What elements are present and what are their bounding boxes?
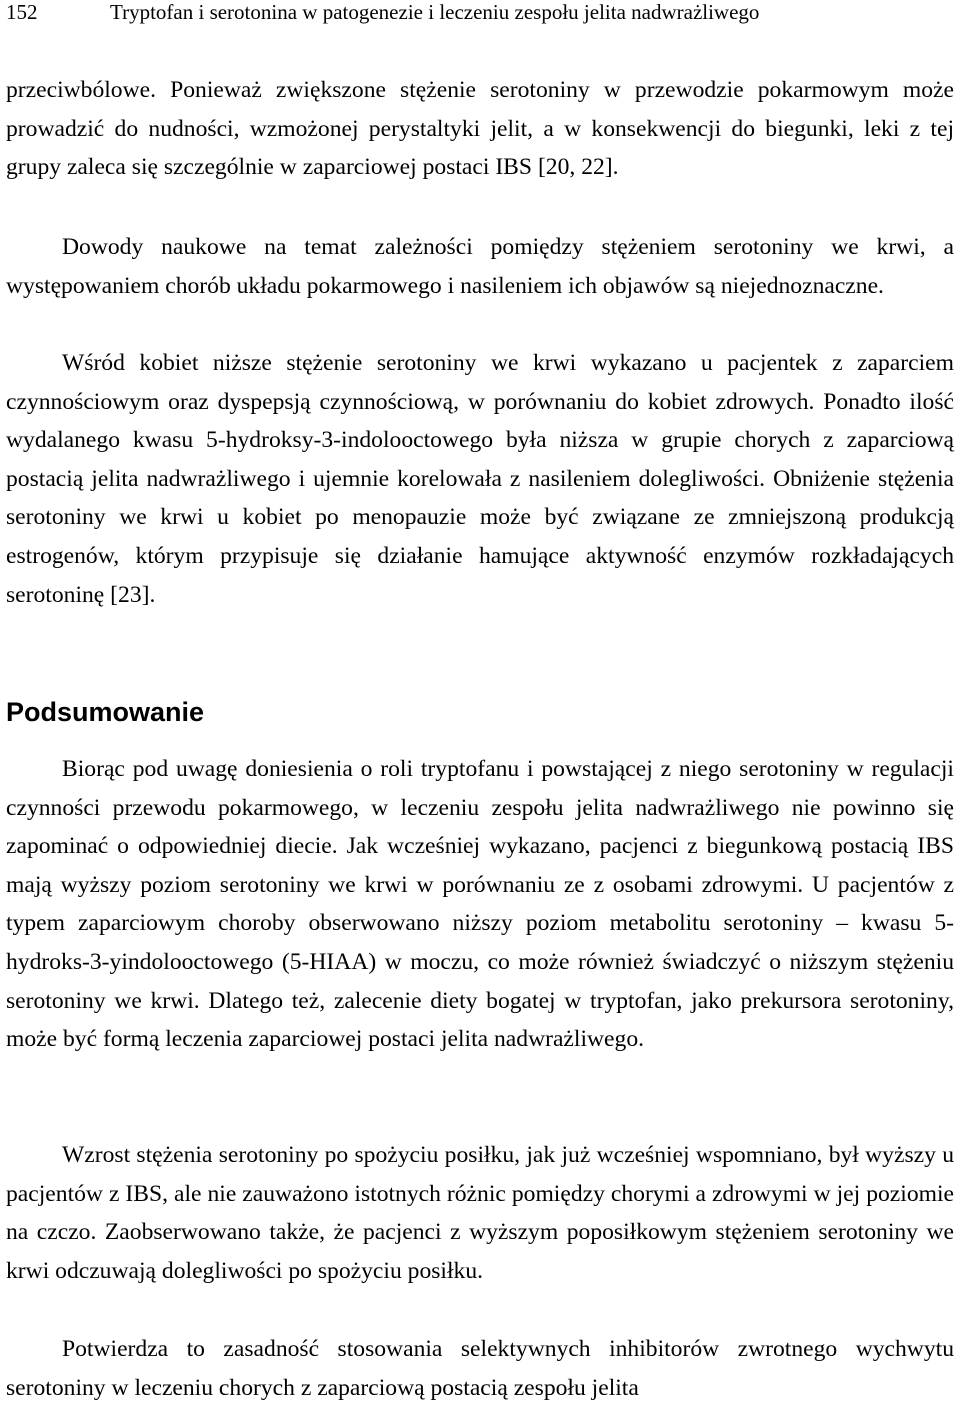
paragraph-summary-3: Potwierdza to zasadność stosowania selektywnych inhibitorów zwrotnego wychwytu serotoniny w leczeniu chorych z zaparciową postacią zespołu jelita	[6, 1336, 954, 1401]
paragraph-evidence: Dowody naukowe na temat zależności pomiędzy stężeniem serotoniny we krwi, a występowaniem chorób układu pokarmowego i nasileniem ich objawów są niejednoznaczne.	[6, 234, 954, 299]
paragraph-women-findings: Wśród kobiet niższe stężenie serotoniny we krwi wykazano u pacjentek z zaparciem czynnościowym oraz dyspepsją czynnościową, w porównaniu do kobiet zdrowych. Ponadto ilość wydalanego kwasu 5-hydroksy-3-indolooctowego była niższa w grupie chorych z zaparciową postacią jelita nadwrażliwego i ujemnie korelowała z nasileniem dolegliwości. Obniżenie stężenia serotoniny we krwi u kobiet po menopauzie może być związane ze zmniejszoną produkcją estrogenów, którym przypisuje się działanie hamujące aktywność enzymów rozkładających serotoninę [23].	[6, 350, 954, 608]
paragraph-continuation: przeciwbólowe. Ponieważ zwiększone stężenie serotoniny w przewodzie pokarmowym może prowadzić do nudności, wzmożonej perystaltyki jelit, a w konsekwencji do biegunki, leki z tej grupy zaleca się szczególnie w zaparciowej postaci IBS [20, 22].	[6, 77, 954, 181]
paragraph-summary-1: Biorąc pod uwagę doniesienia o roli tryptofanu i powstającej z niego serotoniny w regulacji czynności przewodu pokarmowego, w leczeniu zespołu jelita nadwrażliwego nie powinno się zapominać o odpowiedniej diecie. Jak wcześniej wykazano, pacjenci z biegunkową postacią IBS mają wyższy poziom serotoniny we krwi w porównaniu ze z osobami zdrowymi. U pacjentów z typem zaparciowym choroby obserwowano niższy poziom metabolitu serotoniny – kwasu 5-hydroks-3-yindolooctowego (5-HIAA) w moczu, co może również świadczyć o niższym stężeniu serotoniny we krwi. Dlatego też, zalecenie diety bogatej w tryptofan, jako prekursora serotoniny, może być formą leczenia zaparciowej postaci jelita nadwrażliwego.	[6, 756, 954, 1053]
running-title: Tryptofan i serotonina w patogenezie i leczeniu zespołu jelita nadwrażliwego	[110, 0, 760, 24]
running-header	[6, 0, 954, 28]
paragraph-summary-2: Wzrost stężenia serotoniny po spożyciu posiłku, jak już wcześniej wspomniano, był wyższy u pacjentów z IBS, ale nie zauważono istotnych różnic pomiędzy chorymi a zdrowymi w jej poziomie na czczo. Zaobserwowano także, że pacjenci z wyższym poposiłkowym stężeniem serotoniny we krwi odczuwają dolegliwości po spożyciu posiłku.	[6, 1142, 954, 1284]
page-number: 152	[6, 0, 38, 24]
section-heading: Podsumowanie	[6, 697, 205, 727]
